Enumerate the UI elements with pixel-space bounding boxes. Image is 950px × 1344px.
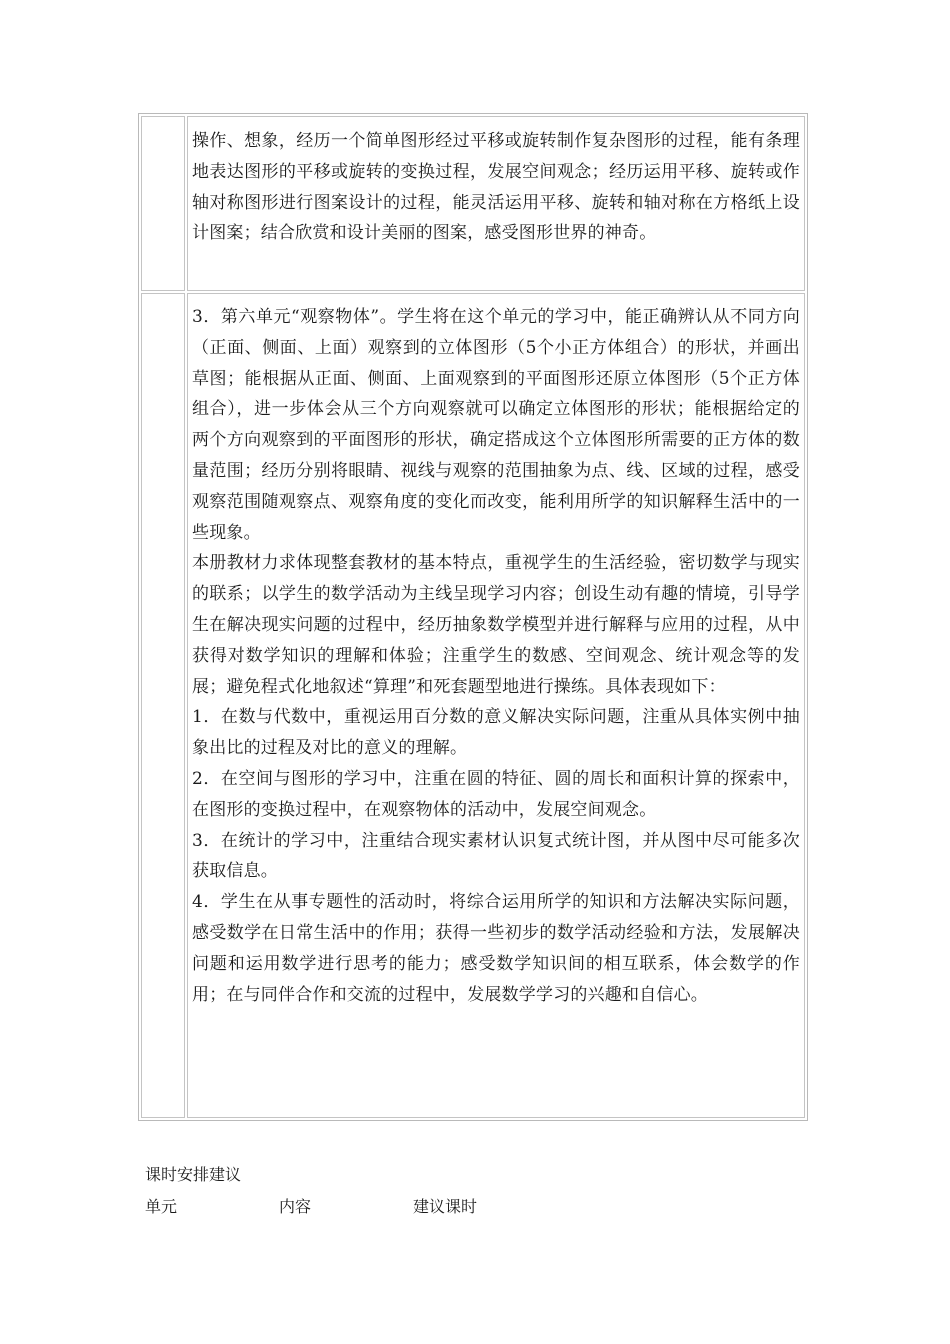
- content-cell: [187, 293, 805, 1118]
- paragraph-unit-six: 3．第六单元“观察物体”。学生将在这个单元的学习中，能正确辨认从不同方向（正面、侧面、上面）观察到的立体图形（5个小正方体组合）的形状，并画出草图；能根据从正面、侧面、上面观察到的平面图形还原立体图形（5个正方体组合），进一步体会从三个方向观察就可以确定立体图形的形状；能根据给定的两个方向观察到的平面图形的形状，确定搭成这个立体图形所需要的正方体的数量范围；经历分别将眼睛、视线与观察的范围抽象为点、线、区域的过程，感受观察范围随观察点、观察角度的变化而改变，能利用所学的知识解释生活中的一些现象。: [192, 307, 800, 543]
- paragraph-item-1: 1．在数与代数中，重视运用百分数的意义解决实际问题，注重从具体实例中抽象出比的过程及对比的意义的理解。: [192, 707, 800, 759]
- schedule-title: 课时安排建议: [145, 1165, 242, 1184]
- table-row: [141, 116, 805, 291]
- label-cell: [141, 293, 185, 1118]
- column-header-hours: 建议课时: [413, 1197, 478, 1216]
- label-cell: [141, 116, 185, 291]
- paragraph-features: 本册教材力求体现整套教材的基本特点，重视学生的生活经验，密切数学与现实的联系；以学生的数学活动为主线呈现学习内容；创设生动有趣的情境，引导学生在解决现实问题的过程中，经历抽象数学模型并进行解释与应用的过程，从中获得对数学知识的理解和体验；注重学生的数感、空间观念、统计观念等的发展；避免程式化地叙述“算理”和死套题型地进行操练。具体表现如下：: [192, 553, 800, 697]
- content-table: [138, 113, 808, 1121]
- paragraph: 操作、想象，经历一个简单图形经过平移或旋转制作复杂图形的过程，能有条理地表达图形的平移或旋转的变换过程，发展空间观念；经历运用平移、旋转或作轴对称图形进行图案设计的过程，能灵活运用平移、旋转和轴对称在方格纸上设计图案；结合欣赏和设计美丽的图案，感受图形世界的神奇。: [192, 131, 800, 244]
- paragraph-item-2: 2．在空间与图形的学习中，注重在圆的特征、圆的周长和面积计算的探索中，在图形的变换过程中，在观察物体的活动中，发展空间观念。: [192, 768, 800, 820]
- paragraph-item-3: 3．在统计的学习中，注重结合现实素材认识复式统计图，并从图中尽可能多次获取信息。: [192, 830, 800, 882]
- column-header-unit: 单元: [145, 1197, 178, 1216]
- content-cell: [187, 116, 805, 291]
- table-row: [141, 293, 805, 1118]
- column-header-content: 内容: [279, 1197, 312, 1216]
- paragraph-item-4: 4．学生在从事专题性的活动时，将综合运用所学的知识和方法解决实际问题，感受数学在日常生活中的作用；获得一些初步的数学活动经验和方法，发展解决问题和运用数学进行思考的能力；感受数学知识间的相互联系，体会数学的作用；在与同伴合作和交流的过程中，发展数学学习的兴趣和自信心。: [192, 892, 800, 1005]
